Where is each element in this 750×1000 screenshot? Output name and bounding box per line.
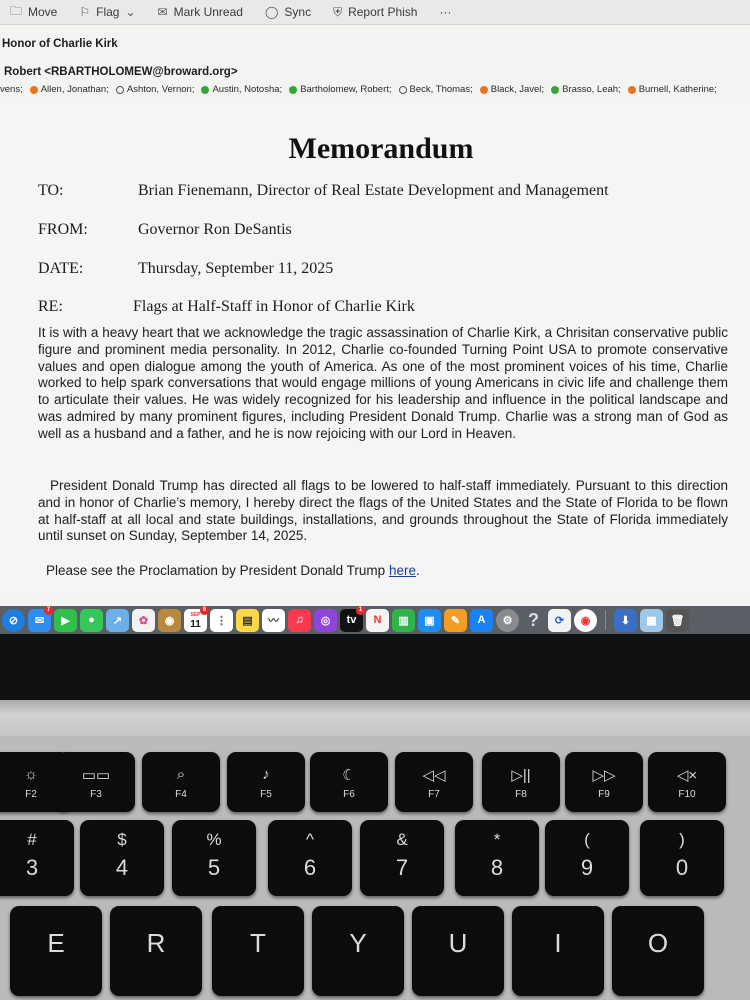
key-symbol-icon: ▷||: [511, 767, 531, 784]
date-value: Thursday, September 11, 2025: [138, 260, 334, 277]
recipient-list: [0, 84, 750, 95]
key-y[interactable]: Y: [312, 906, 404, 996]
dock-divider: [605, 610, 606, 630]
laptop-hinge: [0, 700, 750, 736]
from-value: Governor Ron DeSantis: [138, 221, 292, 238]
key-8[interactable]: * 8: [455, 820, 539, 896]
recipient-item[interactable]: Black, Javel;: [480, 84, 544, 95]
move-button[interactable]: 🗀 Move: [10, 2, 57, 23]
notes-icon[interactable]: ▤: [236, 609, 259, 632]
report-phish-button[interactable]: ⛨ Report Phish: [333, 4, 418, 19]
freeform-icon[interactable]: 〰: [262, 609, 285, 632]
key-3[interactable]: # 3: [0, 820, 74, 896]
tv-icon[interactable]: tv 1: [340, 609, 363, 632]
recipient-item[interactable]: Burnell, Katherine;: [628, 84, 717, 95]
message-sender[interactable]: Robert <RBARTHOLOMEW@broward.org>: [4, 66, 238, 78]
key-0[interactable]: ) 0: [640, 820, 724, 896]
key-symbol-icon: ♪: [262, 766, 270, 783]
key-f5[interactable]: ♪ F5: [227, 752, 305, 812]
pages-icon[interactable]: ✎: [444, 609, 467, 632]
key-e[interactable]: E: [10, 906, 102, 996]
re-label: RE:: [38, 298, 63, 315]
presence-status-icon: [551, 86, 559, 94]
keynote-icon[interactable]: ▣: [418, 609, 441, 632]
memo-paragraph-2: President Donald Trump has directed all flags to be lowered to half-staff immediately. Pursuant to this direction and in honor of Charlie’s memory, I hereby direct the flags of the United States and the State of Florida to be flown at half-staff at all local and state buildings, installations, and grounds throughout the State of Florida immediately until sunset on Sunday, September 14, 2025.: [38, 478, 728, 544]
presence-status-icon: [628, 86, 636, 94]
podcasts-icon[interactable]: ◎: [314, 609, 337, 632]
recipient-item[interactable]: vens;: [0, 84, 23, 95]
recipient-item[interactable]: Bartholomew, Robert;: [289, 84, 391, 95]
more-button[interactable]: ···: [439, 5, 452, 19]
message-header: [0, 26, 750, 102]
presence-status-icon: [289, 86, 297, 94]
message-subject: Honor of Charlie Kirk: [2, 38, 118, 50]
app-dock: [0, 606, 750, 634]
finder-folder-icon[interactable]: ▦: [640, 609, 663, 632]
settings-icon[interactable]: ⚙: [496, 609, 519, 632]
key-symbol-icon: ▷▷: [592, 767, 616, 784]
key-5[interactable]: % 5: [172, 820, 256, 896]
re-value: Flags at Half-Staff in Honor of Charlie Kirk: [133, 298, 415, 315]
calendar-icon[interactable]: SEP 11 6: [184, 609, 207, 632]
memo-paragraph-1: It is with a heavy heart that we acknowledge the tragic assassination of Charlie Kirk, a Chrisitan conservative public figure and prominent media personality. In 2012, Charlie co-founded Turning Point USA to promote conservative values and open dialogue among the youth of America. As one of the most prominent voices of his time, Charlie worked to help spark conversations that would engage millions of young Americans in civic life and challenge them to articulate their values. He was widely recognized for his leadership and influence in the political landscape and was admired by many prominent figures, including President Donald Trump. Charlie was a strong man of God as well as a husband and a father, and he is now rejoicing with our Lord in Heaven.: [38, 325, 728, 441]
contacts-icon[interactable]: ◉: [158, 609, 181, 632]
recipient-item[interactable]: Beck, Thomas;: [399, 84, 473, 95]
key-6[interactable]: ^ 6: [268, 820, 352, 896]
key-i[interactable]: I: [512, 906, 604, 996]
to-label: TO:: [38, 182, 64, 199]
recipient-item[interactable]: Ashton, Vernon;: [116, 84, 195, 95]
memo-title: Memorandum: [288, 132, 474, 165]
help-icon[interactable]: ?: [528, 609, 539, 630]
news-icon[interactable]: N: [366, 609, 389, 632]
key-symbol-icon: ▭▭: [81, 767, 111, 784]
key-o[interactable]: O: [612, 906, 704, 996]
phish-icon: ⛨: [333, 4, 343, 19]
key-u[interactable]: U: [412, 906, 504, 996]
key-f8[interactable]: ▷|| F8: [482, 752, 560, 812]
presence-status-icon: [116, 86, 124, 94]
presence-status-icon: [30, 86, 38, 94]
safari-icon[interactable]: ⊘: [2, 609, 25, 632]
key-f9[interactable]: ▷▷ F9: [565, 752, 643, 812]
messages-icon[interactable]: ●: [80, 609, 103, 632]
key-r[interactable]: R: [110, 906, 202, 996]
mail-toolbar: [0, 0, 750, 25]
key-f2[interactable]: ☼ F2: [0, 752, 70, 812]
memo-paragraph-3: Please see the Proclamation by President Donald Trump here.: [46, 563, 420, 578]
presence-status-icon: [480, 86, 488, 94]
flag-button[interactable]: ⚐ Flag ⌄: [79, 5, 136, 19]
memo-document: [0, 104, 750, 599]
presence-status-icon: [399, 86, 407, 94]
sync-icon: ◯: [264, 5, 279, 19]
key-f6[interactable]: ☾ F6: [310, 752, 388, 812]
downloads-icon[interactable]: ⬇: [614, 609, 637, 632]
key-t[interactable]: T: [212, 906, 304, 996]
recipient-item[interactable]: Austin, Notosha;: [201, 84, 282, 95]
key-f3[interactable]: ▭▭ F3: [57, 752, 135, 812]
photos-icon[interactable]: ✿: [132, 609, 155, 632]
key-f7[interactable]: ◁◁ F7: [395, 752, 473, 812]
sync-button[interactable]: ◯ Sync: [264, 5, 312, 19]
to-value: Brian Fienemann, Director of Real Estate Development and Management: [138, 182, 609, 199]
mail-icon[interactable]: ✉ 7: [28, 609, 51, 632]
key-symbol-icon: ☾: [342, 767, 356, 784]
key-4[interactable]: $ 4: [80, 820, 164, 896]
proclamation-link[interactable]: here: [388, 563, 416, 578]
folder-icon: 🗀: [10, 3, 23, 18]
key-7[interactable]: & 7: [360, 820, 444, 896]
music-icon[interactable]: ♫: [288, 609, 311, 632]
from-label: FROM:: [38, 221, 88, 238]
app-store-icon[interactable]: A: [470, 609, 493, 632]
date-label: DATE:: [38, 260, 84, 277]
trash-icon[interactable]: 🗑: [666, 609, 689, 632]
maps-icon[interactable]: ↗: [106, 609, 129, 632]
sync-app-icon[interactable]: ⟳: [548, 609, 571, 632]
key-symbol-icon: ◁×: [676, 767, 698, 784]
recipient-item[interactable]: Brasso, Leah;: [551, 84, 621, 95]
flag-icon: ⚐: [79, 5, 91, 19]
key-f10[interactable]: ◁× F10: [648, 752, 726, 812]
envelope-icon: ✉: [157, 5, 168, 19]
key-9[interactable]: ( 9: [545, 820, 629, 896]
key-symbol-icon: ⌕: [176, 766, 186, 783]
mark-unread-button[interactable]: ✉ Mark Unread: [157, 5, 243, 19]
reminders-icon[interactable]: ⋮: [210, 609, 233, 632]
chrome-icon[interactable]: ◉: [574, 609, 597, 632]
facetime-icon[interactable]: ▶: [54, 609, 77, 632]
key-symbol-icon: ◁◁: [422, 767, 446, 784]
screen-bezel: [0, 634, 750, 700]
recipient-item[interactable]: Allen, Jonathan;: [30, 84, 109, 95]
chevron-down-icon[interactable]: ⌄: [125, 5, 136, 19]
key-f4[interactable]: ⌕ F4: [142, 752, 220, 812]
key-symbol-icon: ☼: [24, 766, 38, 783]
presence-status-icon: [201, 86, 209, 94]
numbers-icon[interactable]: ▥: [392, 609, 415, 632]
